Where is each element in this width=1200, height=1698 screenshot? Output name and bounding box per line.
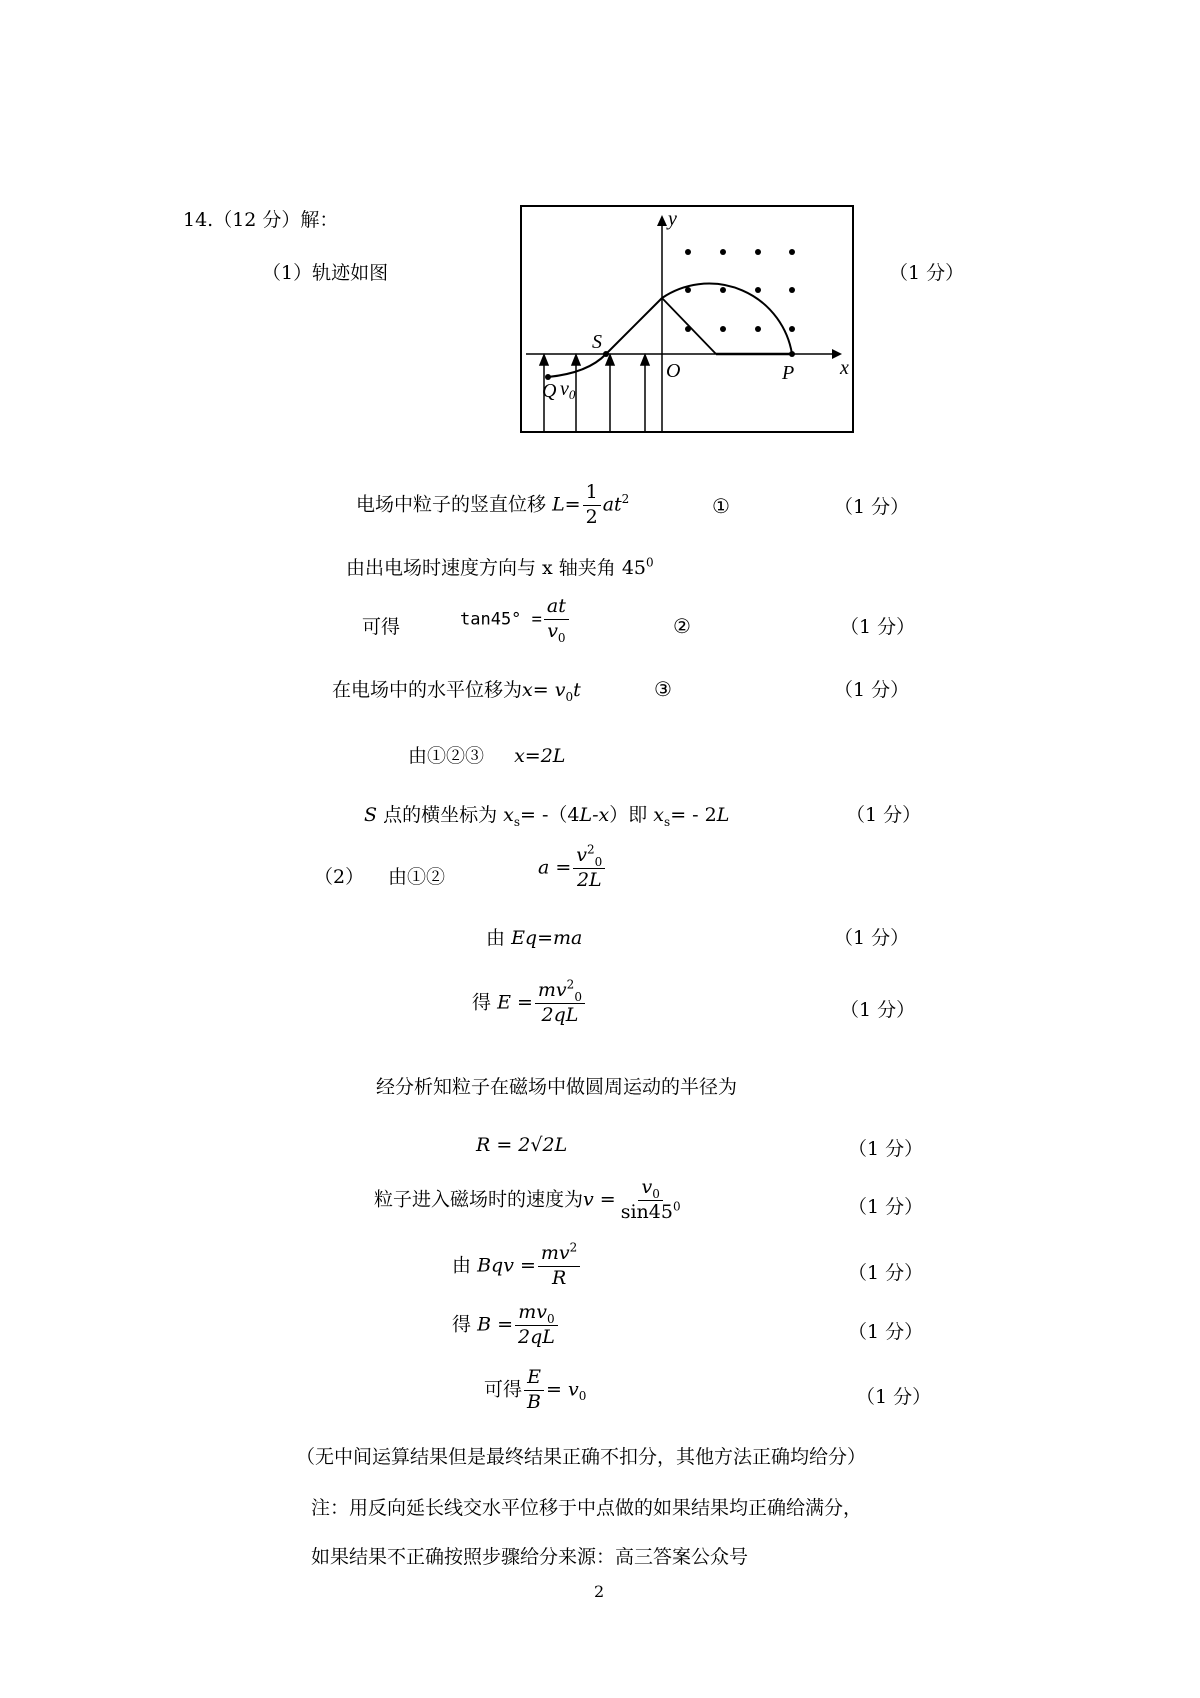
E-num-sup: 2: [566, 977, 575, 992]
step1-den: 2: [585, 505, 598, 528]
EB-fraction: [524, 1368, 544, 1413]
v-lhs: v =: [583, 1188, 616, 1211]
EB-den: B: [527, 1390, 541, 1413]
step6-L: L: [579, 804, 593, 826]
B-num-mv: mv: [518, 1301, 547, 1323]
step5-eq: x=2L: [514, 745, 566, 767]
label-P: P: [782, 362, 795, 384]
part2-a-eq: [538, 842, 607, 891]
radius-line-O: [662, 298, 716, 354]
step1-fraction: [583, 483, 601, 528]
step2-text: 由出电场时速度方向与 x 轴夹角 45: [346, 557, 647, 579]
label-x: x: [840, 357, 849, 379]
note-line-3: 如果结果不正确按照步骤给分来源：高三答案公众号: [311, 1546, 749, 1568]
step4-score: （1 分）: [834, 679, 910, 701]
v-text: 粒子进入磁场时的速度为: [374, 1188, 584, 1211]
v-den: [618, 1201, 684, 1223]
step6-x2: x: [653, 804, 665, 826]
v-den-sin: sin45: [620, 1200, 673, 1223]
v-line: [374, 1178, 686, 1223]
step4-sub: 0: [565, 689, 574, 704]
EB-text: 可得: [484, 1378, 523, 1401]
y-axis-arrow: [657, 215, 667, 226]
bqv-fraction: [538, 1240, 580, 1289]
step3-score: （1 分）: [840, 616, 916, 638]
E-num: [535, 977, 585, 1004]
EB-rhs-sub: 0: [578, 1389, 587, 1404]
step4-eq: x= v: [522, 679, 566, 701]
part2-from: 由①②: [388, 866, 446, 888]
step1-exp: 2: [621, 492, 630, 507]
bqv-den: R: [551, 1266, 567, 1289]
a-num-v: v: [576, 844, 588, 866]
step3-lhs: tan45° =: [460, 609, 542, 630]
step2: [346, 553, 654, 580]
step6-mid: = -（4: [520, 804, 580, 826]
a-fraction: [573, 842, 605, 891]
B-lhs: B =: [477, 1313, 513, 1336]
note-line-2: 注：用反向延长线交水平位移于中点做的如果结果均正确给满分，: [311, 1497, 863, 1519]
trajectory-straight: [606, 298, 662, 354]
step3-den-v: v: [547, 619, 558, 642]
step5-text: 由①②③: [408, 745, 485, 767]
radius-text: 经分析知粒子在磁场中做圆周运动的半径为: [376, 1076, 738, 1098]
EB-line: [484, 1368, 586, 1413]
step6-sub: s: [513, 814, 521, 829]
eq-line: [486, 923, 582, 950]
B-den: 2qL: [517, 1325, 555, 1348]
E-num-mv: mv: [537, 979, 567, 1001]
step3-fraction: [544, 595, 569, 645]
problem-points: （12 分）解：: [213, 209, 339, 231]
step4-text: 在电场中的水平位移为: [332, 679, 523, 701]
step1-text: 电场中粒子的竖直位移: [356, 493, 547, 516]
step3-num: at: [544, 597, 569, 620]
step4-tag: ③: [654, 677, 672, 701]
EB-num: E: [524, 1368, 544, 1391]
bqv-lhs: Bqv =: [477, 1254, 536, 1277]
step1-lhs: L=: [552, 493, 581, 516]
step6-S: S: [364, 804, 378, 826]
step4-t: t: [573, 679, 581, 701]
step1-rhs: at: [602, 493, 622, 516]
step1-num: 1: [583, 483, 601, 506]
E-den: 2qL: [541, 1003, 579, 1026]
EB-score: （1 分）: [856, 1386, 932, 1408]
E-score: （1 分）: [840, 999, 916, 1021]
a-num-sup: 2: [587, 842, 595, 857]
step1-score: （1 分）: [834, 496, 910, 518]
B-num: [515, 1303, 557, 1326]
step6-end: = - 2: [670, 804, 717, 826]
E-line: [472, 977, 587, 1026]
part1-score: （1 分）: [889, 262, 965, 284]
step6-x: x: [503, 804, 514, 826]
point-S: [603, 351, 609, 357]
B-score: （1 分）: [848, 1321, 924, 1343]
v-fraction: [618, 1178, 684, 1223]
step4: [332, 675, 581, 702]
E-lhs: E =: [497, 991, 533, 1014]
label-v0: $v_0$: [560, 378, 576, 402]
step6-score: （1 分）: [846, 804, 922, 826]
v-num-sub: 0: [652, 1186, 660, 1201]
a-num-sub: 0: [594, 854, 603, 869]
v-score: （1 分）: [848, 1196, 924, 1218]
E-num-sub: 0: [574, 989, 582, 1004]
step3-den: [544, 619, 568, 645]
bqv-from: 由: [452, 1254, 472, 1277]
bqv-num-mv: mv: [540, 1242, 570, 1264]
eq-text: Eq=ma: [511, 927, 583, 949]
step3-den-sub: 0: [557, 630, 566, 645]
E-fraction: [535, 977, 585, 1026]
bqv-score: （1 分）: [848, 1262, 924, 1284]
note-line-1: （无中间运算结果但是最终结果正确不扣分，其他方法正确均给分）: [296, 1446, 867, 1468]
label-v0-subscript: 0: [568, 387, 576, 402]
problem-index: 14.: [183, 209, 214, 231]
step6-close: ）即: [609, 804, 654, 826]
eq-from: 由: [486, 927, 506, 949]
bqv-num: [538, 1240, 580, 1267]
label-O: O: [666, 360, 681, 382]
B-de: 得: [452, 1313, 472, 1336]
label-y: y: [668, 208, 677, 230]
part2-label: （2）: [314, 866, 365, 888]
v-num-v: v: [641, 1176, 653, 1198]
v-den-sup: 0: [672, 1199, 681, 1214]
B-fraction: [515, 1303, 558, 1348]
bqv-line: [452, 1240, 582, 1289]
label-S: S: [592, 331, 602, 353]
step2-exp: 0: [646, 555, 654, 570]
step6: [364, 800, 729, 827]
step6-L2: L: [716, 804, 730, 826]
R-eq: R = 2√2L: [476, 1134, 568, 1156]
a-lhs: a =: [538, 856, 572, 879]
a-den: 2L: [576, 868, 602, 891]
step3-eq: [460, 595, 571, 645]
problem-number: [183, 205, 338, 232]
step1: [356, 483, 629, 528]
v-num: [638, 1178, 662, 1201]
step3-text: 可得: [362, 616, 401, 638]
R-score: （1 分）: [848, 1138, 924, 1160]
B-num-sub: 0: [546, 1311, 555, 1326]
E-de: 得: [472, 991, 492, 1014]
trajectory-figure: [520, 205, 856, 435]
step6-text: 点的横坐标为: [377, 804, 504, 826]
step5: [408, 741, 565, 768]
part1-label: （1）轨迹如图: [262, 262, 389, 284]
a-num: [573, 842, 605, 869]
point-P: [789, 351, 795, 357]
bqv-num-sup: 2: [569, 1240, 578, 1255]
EB-rhs: = v: [545, 1378, 579, 1401]
step1-tag: ①: [712, 494, 730, 518]
label-Q: Q: [542, 380, 557, 402]
page-number: 2: [594, 1582, 605, 1601]
step6-minus-x: -x: [592, 804, 610, 826]
eq-score: （1 分）: [834, 927, 910, 949]
B-line: [452, 1303, 560, 1348]
step6-sub2: s: [664, 814, 671, 829]
step3-tag: ②: [673, 614, 691, 638]
